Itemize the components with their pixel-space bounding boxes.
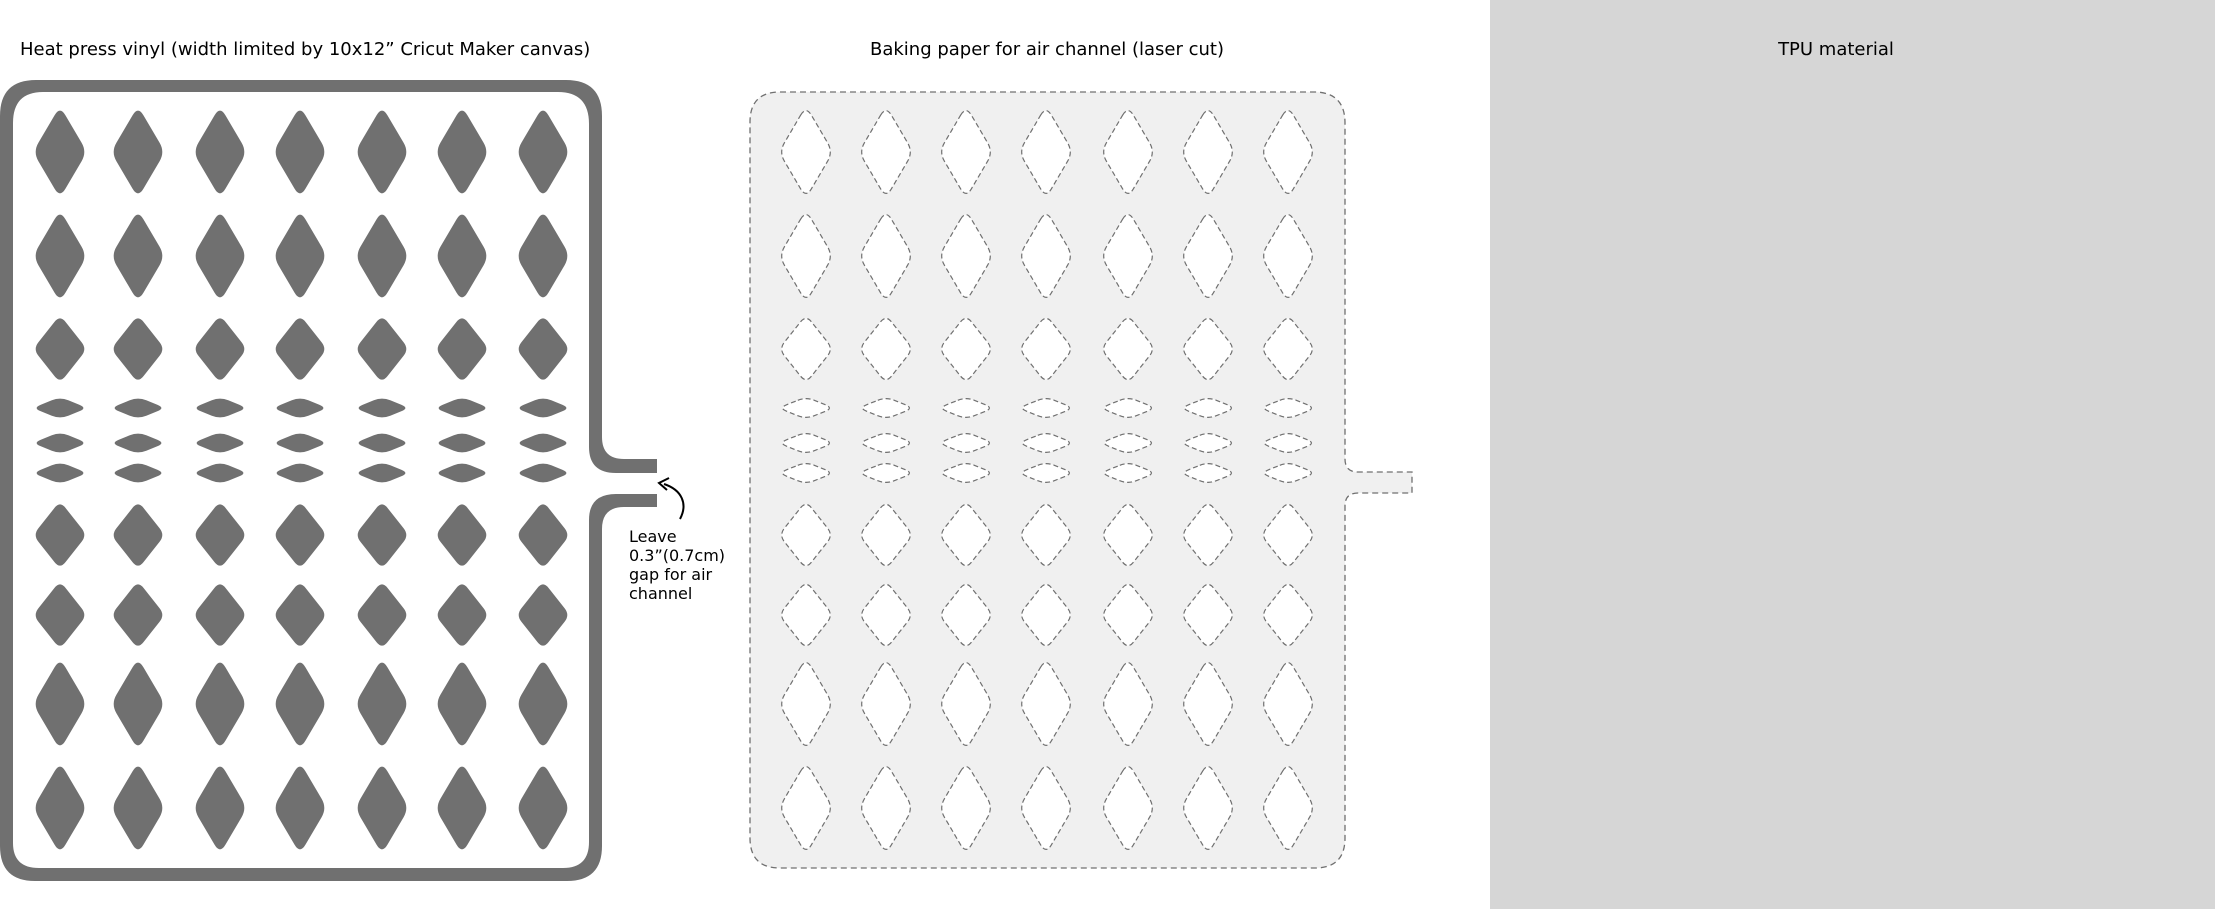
vinyl-diamond — [358, 111, 407, 194]
vinyl-diamond — [519, 584, 568, 645]
vinyl-diamond — [276, 111, 325, 194]
vinyl-diamond — [276, 504, 325, 565]
vinyl-diamond — [36, 584, 85, 645]
vinyl-diamond — [519, 215, 568, 298]
vinyl-diamond — [519, 663, 568, 746]
vinyl-diamond — [37, 434, 84, 453]
vinyl-diamond — [520, 399, 567, 418]
vinyl-diamond — [196, 663, 245, 746]
vinyl-diamond — [196, 111, 245, 194]
vinyl-diamond — [277, 434, 324, 453]
vinyl-border-frame — [0, 80, 657, 881]
vinyl-diamond — [439, 434, 486, 453]
vinyl-diamond-grid — [36, 111, 568, 850]
baking-paper-outline — [750, 92, 1412, 868]
vinyl-diamond — [196, 584, 245, 645]
tpu-panel-title: TPU material — [1778, 39, 1894, 60]
vinyl-diamond — [519, 767, 568, 850]
vinyl-diamond — [276, 318, 325, 379]
vinyl-diamond — [197, 399, 244, 418]
baking-paper-panel-title: Baking paper for air channel (laser cut) — [869, 39, 1225, 60]
vinyl-diamond — [439, 464, 486, 483]
baking-paper-panel — [750, 92, 1412, 868]
vinyl-diamond — [36, 111, 85, 194]
vinyl-diamond — [358, 504, 407, 565]
vinyl-diamond — [197, 464, 244, 483]
vinyl-diamond — [276, 663, 325, 746]
vinyl-diamond — [114, 215, 163, 298]
vinyl-panel — [0, 80, 657, 881]
vinyl-diamond — [114, 767, 163, 850]
vinyl-diamond — [196, 215, 245, 298]
vinyl-diamond — [36, 318, 85, 379]
vinyl-diamond — [359, 464, 406, 483]
vinyl-diamond — [438, 504, 487, 565]
vinyl-panel-title: Heat press vinyl (width limited by 10x12” Cricut Maker canvas) — [20, 39, 591, 60]
vinyl-diamond — [197, 434, 244, 453]
vinyl-diamond — [520, 434, 567, 453]
vinyl-diamond — [358, 584, 407, 645]
vinyl-diamond — [358, 215, 407, 298]
vinyl-diamond — [37, 464, 84, 483]
tpu-material-panel — [1490, 0, 2215, 909]
air-channel-note — [629, 527, 730, 603]
vinyl-diamond — [36, 504, 85, 565]
vinyl-diamond — [438, 215, 487, 298]
vinyl-diamond — [276, 767, 325, 850]
vinyl-diamond — [438, 318, 487, 379]
vinyl-diamond — [358, 318, 407, 379]
vinyl-diamond — [439, 399, 486, 418]
vinyl-diamond — [438, 111, 487, 194]
vinyl-diamond — [114, 504, 163, 565]
vinyl-diamond — [115, 399, 162, 418]
vinyl-diamond — [36, 215, 85, 298]
vinyl-diamond — [276, 584, 325, 645]
vinyl-diamond — [358, 663, 407, 746]
vinyl-diamond — [519, 504, 568, 565]
air-channel-note-line: channel — [629, 584, 693, 603]
vinyl-diamond — [438, 584, 487, 645]
vinyl-diamond — [277, 464, 324, 483]
vinyl-diamond — [519, 318, 568, 379]
vinyl-diamond — [37, 399, 84, 418]
vinyl-diamond — [114, 663, 163, 746]
vinyl-diamond — [438, 663, 487, 746]
vinyl-diamond — [36, 663, 85, 746]
vinyl-diamond — [359, 434, 406, 453]
air-channel-note-line: Leave — [629, 527, 677, 546]
vinyl-diamond — [114, 111, 163, 194]
vinyl-diamond — [36, 767, 85, 850]
vinyl-diamond — [358, 767, 407, 850]
vinyl-diamond — [114, 318, 163, 379]
vinyl-diamond — [519, 111, 568, 194]
vinyl-diamond — [115, 434, 162, 453]
vinyl-diamond — [196, 767, 245, 850]
air-channel-note-line: gap for air — [629, 565, 713, 584]
vinyl-diamond — [196, 504, 245, 565]
vinyl-diamond — [114, 584, 163, 645]
vinyl-diamond — [520, 464, 567, 483]
vinyl-diamond — [438, 767, 487, 850]
vinyl-diamond — [277, 399, 324, 418]
vinyl-diamond — [359, 399, 406, 418]
vinyl-diamond — [115, 464, 162, 483]
air-channel-note-line: 0.3”(0.7cm) — [629, 546, 726, 565]
vinyl-diamond — [276, 215, 325, 298]
vinyl-diamond — [196, 318, 245, 379]
